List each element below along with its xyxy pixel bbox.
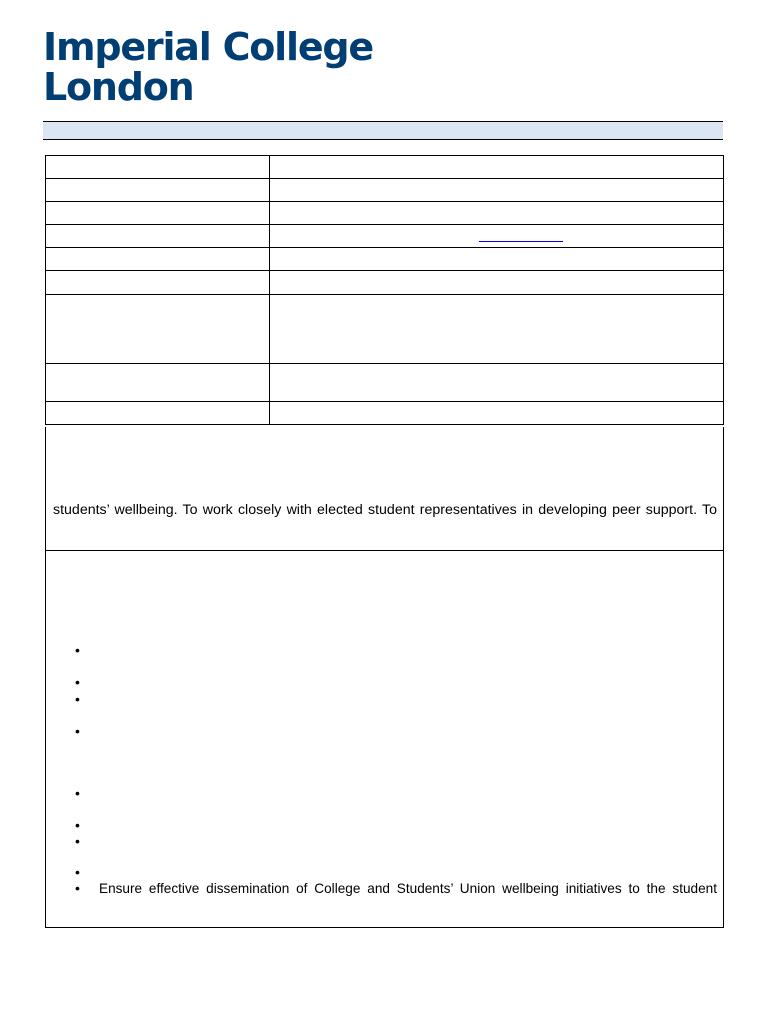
row-label-cell [46,271,270,295]
row-label-cell [46,202,270,225]
table-row [46,179,724,202]
logo-line-1: Imperial College [43,25,373,69]
row-value-cell [270,364,724,402]
row-label-cell [46,156,270,179]
key-responsibilities-section [45,550,724,928]
row-label-cell [46,248,270,271]
row-value-cell [270,295,724,364]
bullet-marker: • [75,785,80,801]
row-label-cell [46,179,270,202]
bullet-marker: • [75,642,80,658]
row-value-cell [270,271,724,295]
row-label-cell [46,225,270,248]
logo-line-2: London [43,65,194,109]
table-row [46,402,724,425]
imperial-college-logo [43,27,373,107]
table-row [46,248,724,271]
bullet-marker: • [75,691,80,707]
bullet-marker: • [75,817,80,833]
title-banner [43,121,723,140]
table-row [46,364,724,402]
row-value-cell [270,402,724,425]
row-label-cell [46,402,270,425]
row-value-cell [270,248,724,271]
row-label-cell [46,364,270,402]
table-row [46,156,724,179]
bullet-marker: • [75,723,80,739]
table-row [46,271,724,295]
table-row [46,202,724,225]
email-link[interactable] [479,235,563,242]
row-label-cell [46,295,270,364]
responsibility-text: Ensure effective dissemination of College and Students’ Union wellbeing initiatives to the student [99,881,717,896]
bullet-marker: • [75,674,80,690]
bullet-marker: • [75,833,80,849]
row-value-cell [270,156,724,179]
bullet-marker: • [75,880,80,896]
row-value-cell [270,202,724,225]
bullet-marker: • [75,864,80,880]
table-row [46,295,724,364]
row-value-cell [270,179,724,202]
job-details-table [45,155,724,425]
row-value-cell [270,225,724,248]
job-purpose-text: students’ wellbeing. To work closely with elected student representatives in developing peer support. To [53,502,717,518]
table-row [46,225,724,248]
job-purpose-section [45,427,724,551]
